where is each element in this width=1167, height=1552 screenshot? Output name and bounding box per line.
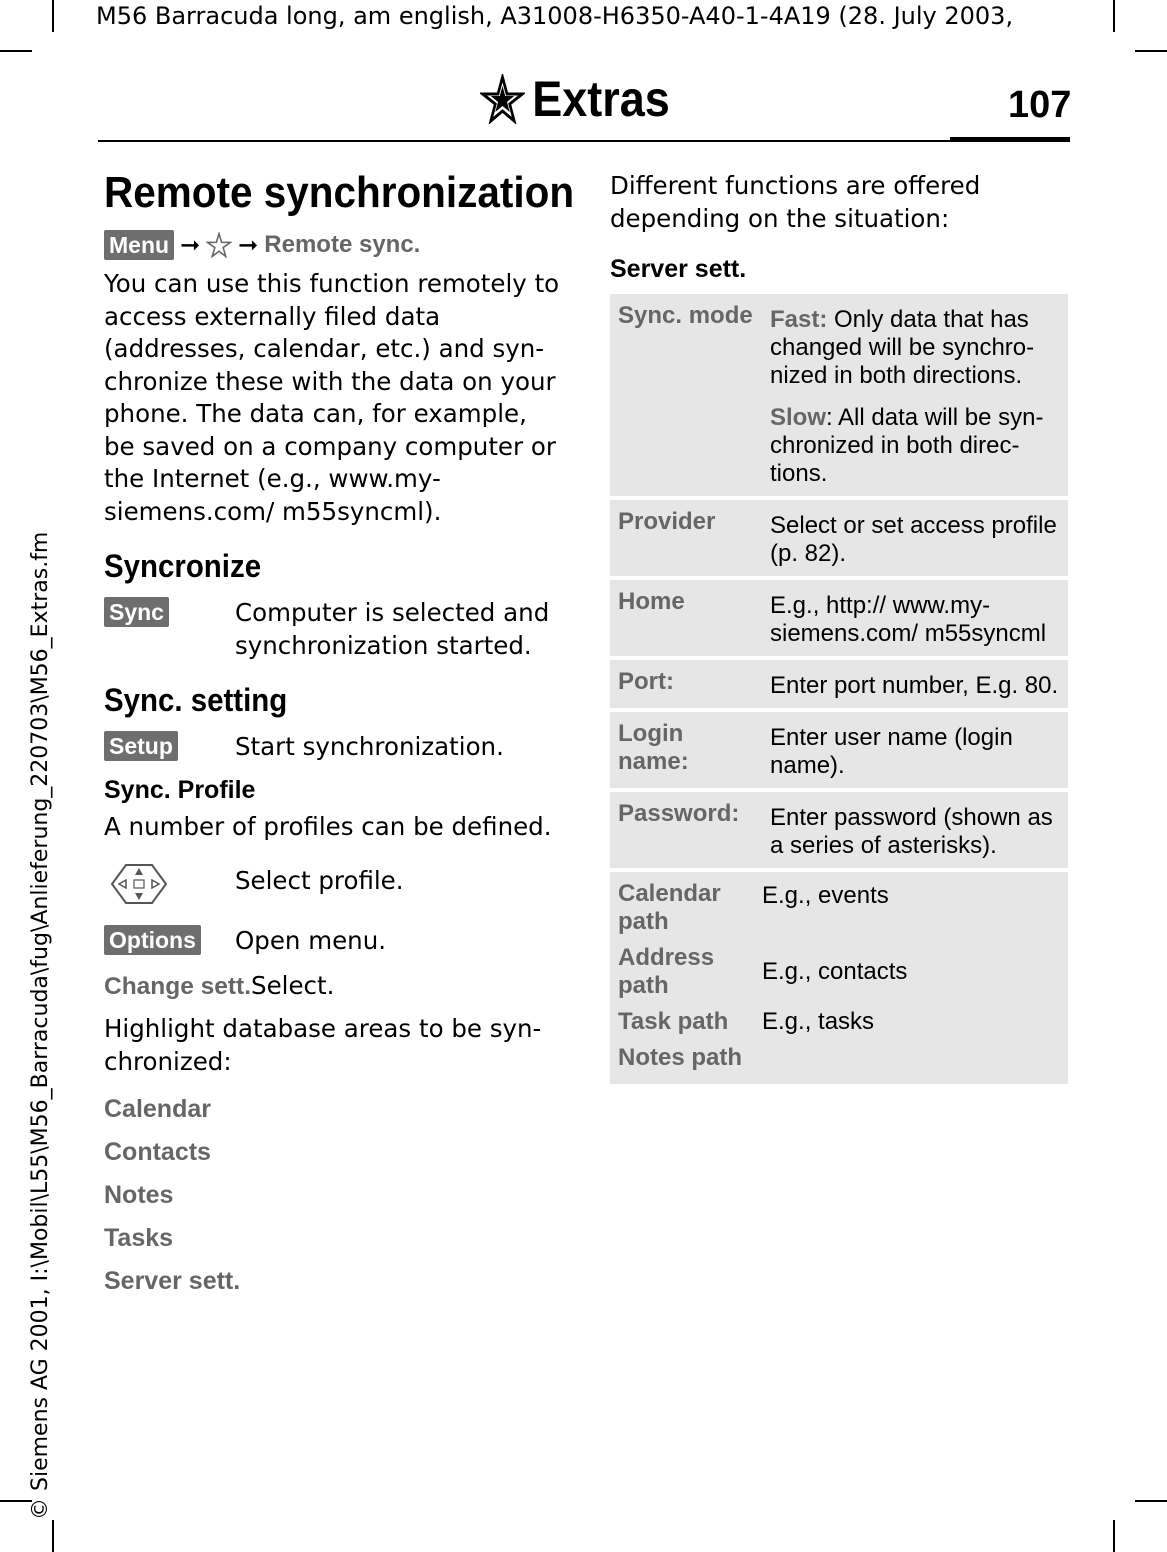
section-title: Remote synchronization — [104, 168, 575, 217]
row-value: Enter user name (login name). — [762, 712, 1068, 788]
row-label: Calendar path — [618, 880, 721, 935]
profile-heading: Sync. Profile — [104, 775, 256, 804]
row-value: Enter password (shown as a series of asterisks). — [762, 792, 1068, 868]
sync-heading: Syncronize — [104, 548, 262, 584]
chapter-title — [480, 70, 670, 128]
row-value: Enter port number, E.g. 80. — [762, 660, 1068, 708]
server-settings-table — [610, 290, 1068, 1088]
nav-key-icon — [104, 859, 174, 909]
row-value: E.g., http:// www.my-siemens.com/ m55syncml — [762, 580, 1068, 656]
sync-text: Computer is selected and synchronization started. — [235, 598, 550, 660]
change-sett-label: Change sett. — [104, 972, 252, 1000]
fast-label: Fast: — [770, 306, 828, 333]
chapter-title-text: Extras — [532, 71, 670, 127]
left-column — [104, 168, 575, 1303]
area-list — [104, 1088, 564, 1303]
list-item: Notes — [104, 1181, 174, 1209]
change-sett-line — [104, 970, 564, 1004]
row-label: Provider — [610, 500, 762, 576]
row-label: Login name: — [610, 712, 762, 788]
sync-key: Sync — [104, 597, 169, 627]
right-intro: Different functions are offered depending on the situation: — [610, 171, 981, 233]
row-label: Task path — [618, 1008, 729, 1035]
header-rule-thick — [950, 137, 1070, 142]
highlight-text: Highlight database areas to be syn-chronized: — [104, 1014, 542, 1076]
row-value — [754, 1044, 1060, 1076]
arrow-right-icon: ➞ — [180, 231, 201, 259]
options-row — [104, 925, 564, 958]
intro-text: You can use this function remotely to access externally filed data (addresses, calendar, etc.) and syn-chronize these with the data on your phone. The data can, for example, be saved on a company computer or the Internet (e.g., www.my-siemens.com/ m55syncml). — [104, 269, 560, 526]
list-item: Contacts — [104, 1138, 211, 1166]
menu-key: Menu — [104, 230, 174, 260]
fast-text: Only data that has changed will be synchro-nized in both directions. — [770, 306, 1035, 389]
star-icon — [206, 232, 232, 258]
slow-text: : All data will be syn-chronized in both direc-tions. — [770, 404, 1044, 487]
row-label: Port: — [610, 660, 762, 708]
table-row — [610, 580, 1068, 656]
row-value: E.g., contacts — [762, 958, 908, 985]
setup-text: Start synchronization. — [235, 732, 504, 761]
menu-target: Remote sync. — [264, 231, 421, 258]
table-row — [610, 872, 1068, 1084]
row-value: E.g., tasks — [762, 1008, 875, 1035]
row-value: Select or set access profile (p. 82). — [762, 500, 1068, 576]
row-label: Address path — [618, 944, 715, 999]
row-label: Notes path — [618, 1044, 743, 1071]
table-row — [610, 500, 1068, 576]
row-label: Password: — [610, 792, 762, 868]
crop-mark — [1135, 50, 1167, 52]
crop-mark — [1113, 1520, 1115, 1552]
table-row — [610, 792, 1068, 868]
list-item: Tasks — [104, 1224, 174, 1252]
page-number: 107 — [1008, 84, 1072, 126]
crop-mark — [1135, 1500, 1167, 1502]
table-row — [610, 712, 1068, 788]
list-item: Calendar — [104, 1095, 211, 1123]
setting-heading: Sync. setting — [104, 682, 288, 718]
select-row — [104, 859, 564, 913]
right-column — [610, 170, 1068, 1088]
options-text: Open menu. — [235, 926, 387, 955]
server-heading: Server sett. — [610, 255, 747, 283]
slow-label: Slow — [770, 404, 827, 431]
profile-text: A number of profiles can be defined. — [104, 811, 552, 841]
crop-mark — [52, 0, 54, 32]
crop-mark — [0, 50, 32, 52]
crop-mark — [52, 1520, 54, 1552]
list-item: Server sett. — [104, 1267, 241, 1295]
select-text: Select profile. — [235, 866, 404, 895]
change-sett-text: Select. — [251, 970, 335, 1000]
menu-path — [104, 230, 564, 260]
row-value: E.g., events — [762, 882, 889, 909]
row-value — [762, 294, 1068, 496]
row-label: Sync. mode — [610, 294, 762, 496]
options-key: Options — [104, 925, 201, 955]
copyright-path: © Siemens AG 2001, I:\Mobil\L55\M56_Barracuda\fug\Anlieferung_220703\M56_Extras.fm — [28, 531, 53, 1520]
setup-key: Setup — [104, 731, 178, 761]
star-icon — [480, 74, 525, 124]
setup-row — [104, 731, 564, 764]
table-row — [610, 660, 1068, 708]
document-meta: M56 Barracuda long, am english, A31008-H6350-A40-1-4A19 (28. July 2003, — [96, 2, 1014, 30]
arrow-right-icon: ➞ — [238, 231, 259, 259]
row-label: Home — [610, 580, 762, 656]
table-row — [610, 294, 1068, 496]
sync-row — [104, 597, 564, 662]
crop-mark — [1113, 0, 1115, 32]
header-rule — [98, 140, 950, 142]
